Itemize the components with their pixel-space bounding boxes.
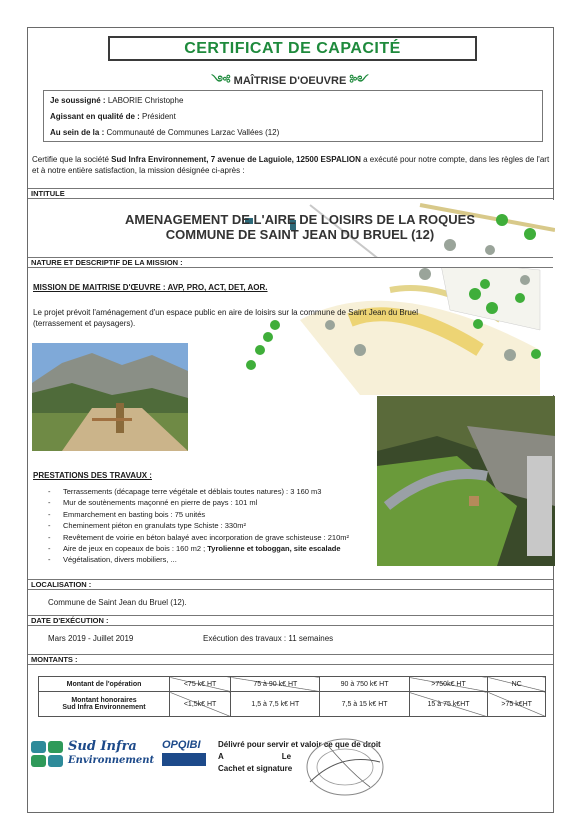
company-logo-icon [30, 740, 66, 768]
delivery-le: Le [281, 752, 292, 761]
row1-label: Montant de l'opération [39, 677, 170, 692]
sein-value: Communauté de Communes Larzac Vallées (12) [106, 128, 280, 137]
row1-cell: NC [488, 677, 546, 692]
row2-label-line2: Sud Infra Environnement [62, 704, 146, 711]
project-text: Le projet prévoit l'aménagement d'un espace public en aire de loisirs sur la commune de Saint Jean du Bruel (terrassement et paysagers). [33, 308, 419, 328]
execution-value: Exécution des travaux : 11 semaines [203, 634, 334, 643]
soussigne-line [50, 93, 536, 109]
prestation-item: - Revêtement de voirie en béton balayé avec incorporation de grave schisteuse : 210m² [48, 532, 349, 543]
delivery-a: A [218, 752, 224, 761]
section-localisation: LOCALISATION : [28, 579, 553, 590]
opqibi-logo: OPQIBI [162, 739, 201, 751]
cert-post: a exécuté pour notre compte, dans les règles de l'art et à notre entière satisfaction, la mission désignée ci-après : [32, 155, 550, 175]
section-intitule: INTITULE [28, 188, 553, 199]
section-nature: NATURE ET DESCRIPTIF DE LA MISSION : [28, 257, 553, 268]
prestation-item: - Terrassements (décapage terre végétale et déblais toutes natures) : 3 160 m3 [48, 486, 349, 497]
prestations-title: PRESTATIONS DES TRAVAUX : [33, 471, 152, 480]
brand-line2: Environnement [68, 755, 155, 766]
prestation-item: - Emmarchement en basting bois : 75 unités [48, 509, 349, 520]
montants-table [38, 676, 546, 717]
prestation-item: - Cheminement piéton en granulats type Schiste : 330m² [48, 520, 349, 531]
mission-title: MISSION DE MAITRISE D'ŒUVRE : AVP, PRO, ACT, DET, AOR. [33, 283, 268, 292]
delivery-line3: Cachet et signature [218, 764, 293, 773]
project-title [100, 212, 500, 242]
row1-cell: <75 k€ HT [170, 677, 231, 692]
delivery-line1: Délivré pour servir et valoir ce que de droit [218, 740, 381, 749]
brand-line1: Sud Infra [68, 739, 137, 754]
project-title-line2: COMMUNE DE SAINT JEAN DU BRUEL (12) [165, 227, 435, 242]
qualite-line [50, 109, 536, 125]
prestation-bold-suffix: Tyrolienne et toboggan, site escalade [207, 544, 341, 554]
row2-cell: 7,5 à 15 k€ HT [320, 692, 409, 717]
ornament-right-icon: ༻ [349, 73, 369, 87]
row1-cell: >750k€ HT [409, 677, 488, 692]
row2-cell: <1,5k€ HT [170, 692, 231, 717]
localisation-value: Commune de Saint Jean du Bruel (12). [48, 598, 187, 607]
opqibi-badge [162, 753, 206, 766]
cert-pre: Certifie que la société [32, 155, 112, 164]
row2-cell: >75 k€HT [488, 692, 546, 717]
soussigne-label: Je soussigné : [50, 96, 106, 105]
project-title-line1: AMENAGEMENT DE L'AIRE DE LOISIRS DE LA ROQUES [124, 212, 476, 227]
section-date: DATE D'EXÉCUTION : [28, 615, 553, 626]
sein-line [50, 125, 536, 141]
row2-label-line1: Montant honoraires [71, 697, 137, 704]
cert-company: Sud Infra Environnement, 7 avenue de Laguiole, 12500 ESPALION [111, 155, 361, 164]
table-row [39, 692, 546, 717]
prestation-item [48, 543, 349, 554]
document-title: CERTIFICAT DE CAPACITÉ [184, 39, 401, 57]
soussigne-value: LABORIE Christophe [107, 96, 184, 105]
prestation-item: - Mur de soutènements maçonné en pierre de pays : 101 ml [48, 497, 349, 508]
title-box [108, 36, 477, 61]
row2-cell: 1,5 à 7,5 k€ HT [231, 692, 320, 717]
qualite-value: Président [142, 112, 176, 121]
section-montants: MONTANTS : [28, 654, 553, 665]
row2-cell: 15 à 75 k€HT [409, 692, 488, 717]
table-row [39, 677, 546, 692]
prestation-item: - Végétalisation, divers mobiliers, ... [48, 554, 349, 565]
certification-text [32, 154, 552, 176]
prestation-text: Aire de jeux en copeaux de bois : 160 m2 ; [63, 544, 206, 554]
official-stamp [300, 732, 390, 802]
site-photo-right [377, 396, 555, 566]
prestations-list [48, 486, 349, 566]
qualite-label: Agissant en qualité de : [50, 112, 140, 121]
sein-label: Au sein de la : [50, 128, 105, 137]
ornament-left-icon: ༺ [211, 73, 231, 87]
identity-box [43, 90, 543, 142]
date-value: Mars 2019 - Juillet 2019 [48, 634, 134, 643]
row1-cell: 90 à 750 k€ HT [320, 677, 409, 692]
subtitle-text: MAÎTRISE D'OEUVRE [233, 75, 347, 87]
row2-label [39, 692, 170, 717]
site-photo-left [32, 343, 188, 451]
row1-cell: 75 à 90 k€ HT [231, 677, 320, 692]
